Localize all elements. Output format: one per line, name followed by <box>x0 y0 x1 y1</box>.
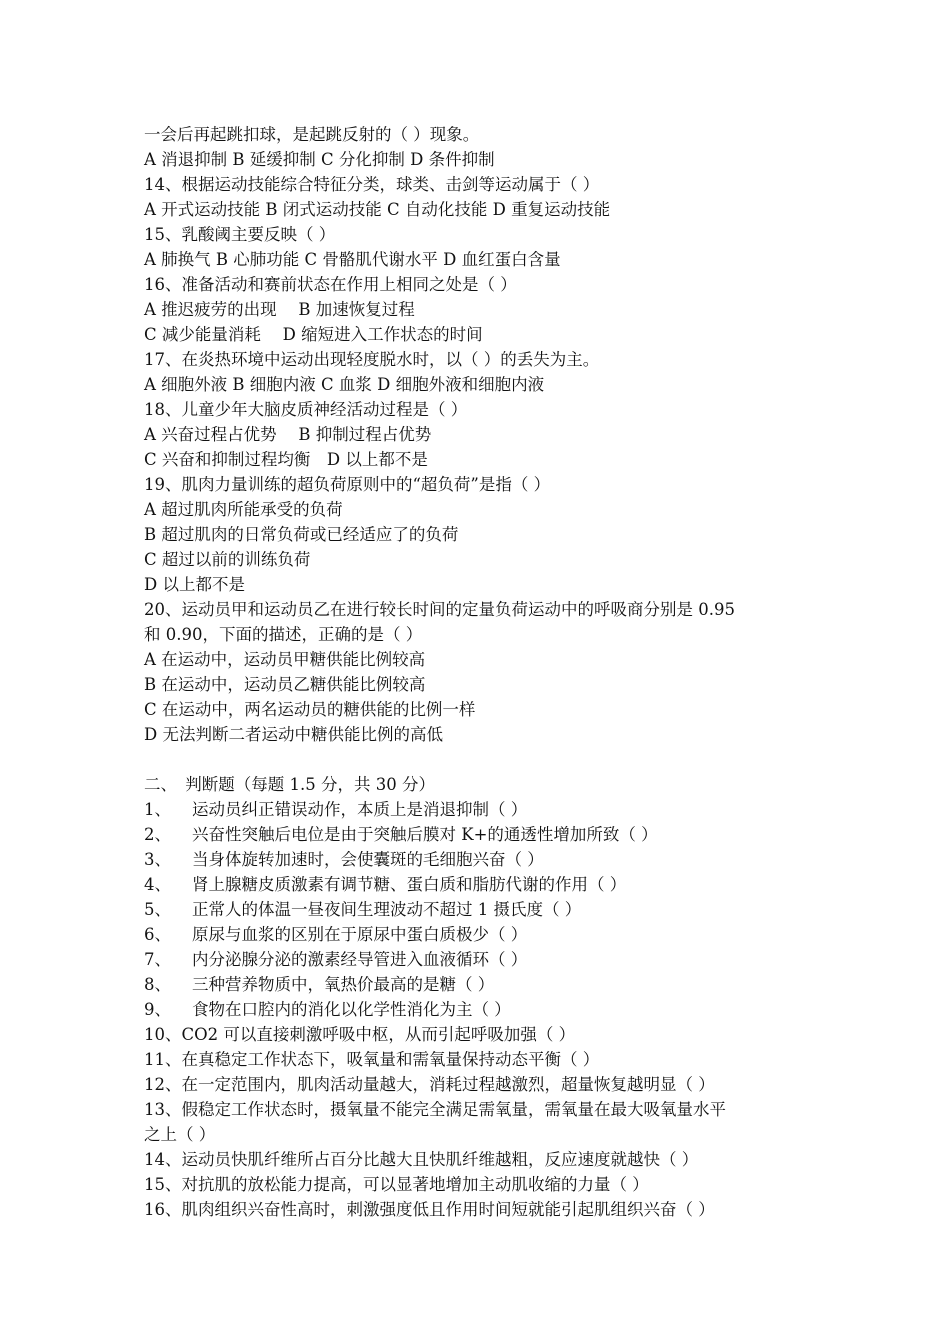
section-heading: 二、 判断题（每题 1.5 分，共 30 分） <box>144 775 435 794</box>
judgment-item <box>144 972 824 997</box>
item-text: 三种营养物质中，氧热价最高的是糖（ ） <box>192 975 495 994</box>
judgment-item <box>144 922 824 947</box>
text-line: 14、根据运动技能综合特征分类，球类、击剑等运动属于（ ） <box>144 175 600 194</box>
question-20-option: C 在运动中，两名运动员的糖供能的比例一样 <box>144 700 476 719</box>
judgment-item <box>144 947 824 972</box>
judgment-item <box>144 797 824 822</box>
judgment-item <box>144 872 824 897</box>
text-line: 一会后再起跳扣球，是起跳反射的（ ）现象。 <box>144 125 480 144</box>
item-number: 5、 <box>144 900 171 919</box>
text-line: A 兴奋过程占优势 B 抑制过程占优势 <box>144 425 432 444</box>
judgment-item: 11、在真稳定工作状态下，吸氧量和需氧量保持动态平衡（ ） <box>144 1050 600 1069</box>
text-line: 15、乳酸阈主要反映（ ） <box>144 225 336 244</box>
question-20-option: A 在运动中，运动员甲糖供能比例较高 <box>144 650 426 669</box>
item-number: 8、 <box>144 975 171 994</box>
judgment-item <box>144 847 824 872</box>
item-number: 7、 <box>144 950 171 969</box>
item-text: 食物在口腔内的消化以化学性消化为主（ ） <box>192 1000 511 1019</box>
item-text: 原尿与血浆的区别在于原尿中蛋白质极少（ ） <box>192 925 528 944</box>
text-line: 17、在炎热环境中运动出现轻度脱水时，以（ ）的丢失为主。 <box>144 350 600 369</box>
choice-section <box>144 122 824 747</box>
text-line: A 开式运动技能 B 闭式运动技能 C 自动化技能 D 重复运动技能 <box>144 200 611 219</box>
item-text: 兴奋性突触后电位是由于突触后膜对 K+的通透性增加所致（ ） <box>192 825 658 844</box>
item-number: 4、 <box>144 875 171 894</box>
judgment-item <box>144 897 824 922</box>
item-text: 运动员纠正错误动作，本质上是消退抑制（ ） <box>192 800 528 819</box>
text-line: C 超过以前的训练负荷 <box>144 550 311 569</box>
text-line: B 超过肌肉的日常负荷或已经适应了的负荷 <box>144 525 459 544</box>
judgment-item: 12、在一定范围内，肌肉活动量越大，消耗过程越激烈，超量恢复越明显（ ） <box>144 1075 715 1094</box>
text-line: A 超过肌肉所能承受的负荷 <box>144 500 343 519</box>
text-line: A 肺换气 B 心肺功能 C 骨骼肌代谢水平 D 血红蛋白含量 <box>144 250 561 269</box>
question-20-option: B 在运动中，运动员乙糖供能比例较高 <box>144 675 426 694</box>
judgment-item: 15、对抗肌的放松能力提高，可以显著地增加主动肌收缩的力量（ ） <box>144 1175 649 1194</box>
judgment-item-13-line-2: 之上（ ） <box>144 1125 216 1144</box>
text-line: A 细胞外液 B 细胞内液 C 血浆 D 细胞外液和细胞内液 <box>144 375 545 394</box>
item-number: 2、 <box>144 825 171 844</box>
text-line: A 推迟疲劳的出现 B 加速恢复过程 <box>144 300 415 319</box>
item-number: 9、 <box>144 1000 171 1019</box>
judgment-item: 16、肌肉组织兴奋性高时，刺激强度低且作用时间短就能引起肌组织兴奋（ ） <box>144 1200 715 1219</box>
document-page <box>144 122 824 1222</box>
blank-line <box>144 747 824 772</box>
text-line: A 消退抑制 B 延缓抑制 C 分化抑制 D 条件抑制 <box>144 150 495 169</box>
item-text: 正常人的体温一昼夜间生理波动不超过 1 摄氏度（ ） <box>192 900 582 919</box>
item-text: 肾上腺糖皮质激素有调节糖、蛋白质和脂肪代谢的作用（ ） <box>192 875 627 894</box>
item-number: 3、 <box>144 850 171 869</box>
item-number: 6、 <box>144 925 171 944</box>
judgment-item <box>144 822 824 847</box>
judgment-item: 10、CO2 可以直接刺激呼吸中枢，从而引起呼吸加强（ ） <box>144 1025 576 1044</box>
judgment-section <box>144 772 824 1222</box>
question-20-line-1: 20、运动员甲和运动员乙在进行较长时间的定量负荷运动中的呼吸商分别是 0.95 <box>144 600 735 619</box>
question-20-line-2: 和 0.90，下面的描述，正确的是（ ） <box>144 625 423 644</box>
text-line: C 兴奋和抑制过程均衡 D 以上都不是 <box>144 450 428 469</box>
text-line: 16、准备活动和赛前状态在作用上相同之处是（ ） <box>144 275 517 294</box>
text-line: C 减少能量消耗 D 缩短进入工作状态的时间 <box>144 325 483 344</box>
item-text: 内分泌腺分泌的激素经导管进入血液循环（ ） <box>192 950 528 969</box>
judgment-item <box>144 997 824 1022</box>
text-line: D 以上都不是 <box>144 575 245 594</box>
item-number: 1、 <box>144 800 171 819</box>
text-line: 18、儿童少年大脑皮质神经活动过程是（ ） <box>144 400 468 419</box>
judgment-item-13-line-1: 13、假稳定工作状态时，摄氧量不能完全满足需氧量，需氧量在最大吸氧量水平 <box>144 1100 726 1119</box>
judgment-item: 14、运动员快肌纤维所占百分比越大且快肌纤维越粗，反应速度就越快（ ） <box>144 1150 699 1169</box>
item-text: 当身体旋转加速时，会使囊斑的毛细胞兴奋（ ） <box>192 850 544 869</box>
text-line: 19、肌肉力量训练的超负荷原则中的“超负荷”是指（ ） <box>144 475 551 494</box>
question-20-option: D 无法判断二者运动中糖供能比例的高低 <box>144 725 443 744</box>
